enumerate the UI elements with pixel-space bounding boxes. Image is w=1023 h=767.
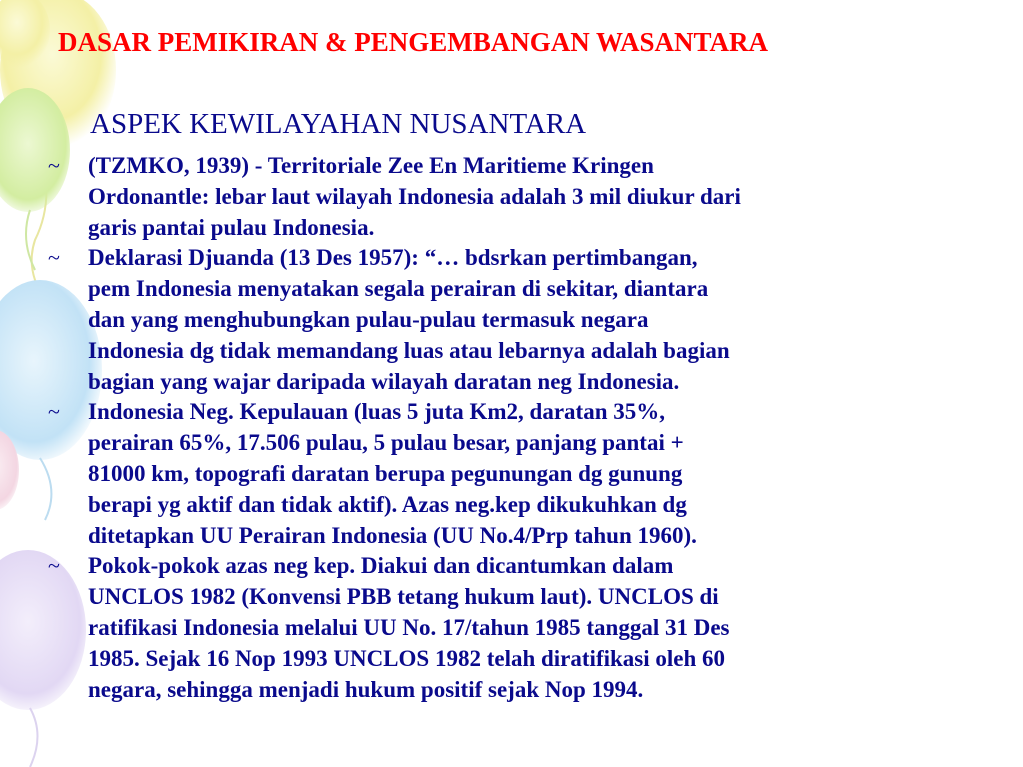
point-text-line: bagian yang wajar daripada wilayah daratan neg Indonesia.	[88, 368, 680, 394]
point-text-line: garis pantai pulau Indonesia.	[88, 214, 375, 240]
list-item	[48, 551, 928, 705]
point-text-line: dan yang menghubungkan pulau-pulau termasuk negara	[88, 306, 649, 332]
point-text-line: Deklarasi Djuanda (13 Des 1957): “… bdsrkan pertimbangan,	[88, 245, 698, 271]
slide-subtitle: ASPEK KEWILAYAHAN NUSANTARA	[90, 108, 587, 140]
tilde-bullet-icon: ~	[48, 153, 60, 178]
list-item	[48, 397, 928, 551]
point-text-line: ditetapkan UU Perairan Indonesia (UU No.4/Prp tahun 1960).	[88, 522, 697, 548]
point-text-line: (TZMKO, 1939) - Territoriale Zee En Maritieme Kringen	[88, 153, 654, 178]
point-text-line: negara, sehingga menjadi hukum positif sejak Nop 1994.	[88, 676, 644, 702]
list-item	[48, 243, 928, 397]
point-text-line: Pokok-pokok azas neg kep. Diakui dan dicantumkan dalam	[88, 553, 674, 579]
point-text-line: berapi yg aktif dan tidak aktif). Azas neg.kep dikukuhkan dg	[88, 491, 687, 517]
point-text-line: 81000 km, topografi daratan berupa pegunungan dg gunung	[88, 460, 683, 486]
point-text-line: ratifikasi Indonesia melalui UU No. 17/tahun 1985 tanggal 31 Des	[88, 614, 730, 640]
point-text-line: UNCLOS 1982 (Konvensi PBB tetang hukum laut). UNCLOS di	[88, 584, 719, 610]
point-text-line: pem Indonesia menyatakan segala perairan di sekitar, diantara	[88, 276, 709, 302]
list-item	[48, 151, 928, 243]
slide-title: DASAR PEMIKIRAN & PENGEMBANGAN WASANTARA	[58, 27, 769, 57]
point-text-line: perairan 65%, 17.506 pulau, 5 pulau besar, panjang pantai +	[88, 430, 684, 456]
point-text-line: Indonesia dg tidak memandang luas atau lebarnya adalah bagian	[88, 337, 730, 363]
point-text-line: Indonesia Neg. Kepulauan (luas 5 juta Km2, daratan 35%,	[88, 399, 665, 425]
tilde-bullet-icon: ~	[48, 399, 60, 425]
tilde-bullet-icon: ~	[48, 245, 60, 271]
tilde-bullet-icon: ~	[48, 553, 60, 579]
point-text-line: 1985. Sejak 16 Nop 1993 UNCLOS 1982 telah diratifikasi oleh 60	[88, 645, 726, 671]
point-list	[48, 151, 928, 705]
point-text-line: Ordonantle: lebar laut wilayah Indonesia adalah 3 mil diukur dari	[88, 183, 741, 209]
